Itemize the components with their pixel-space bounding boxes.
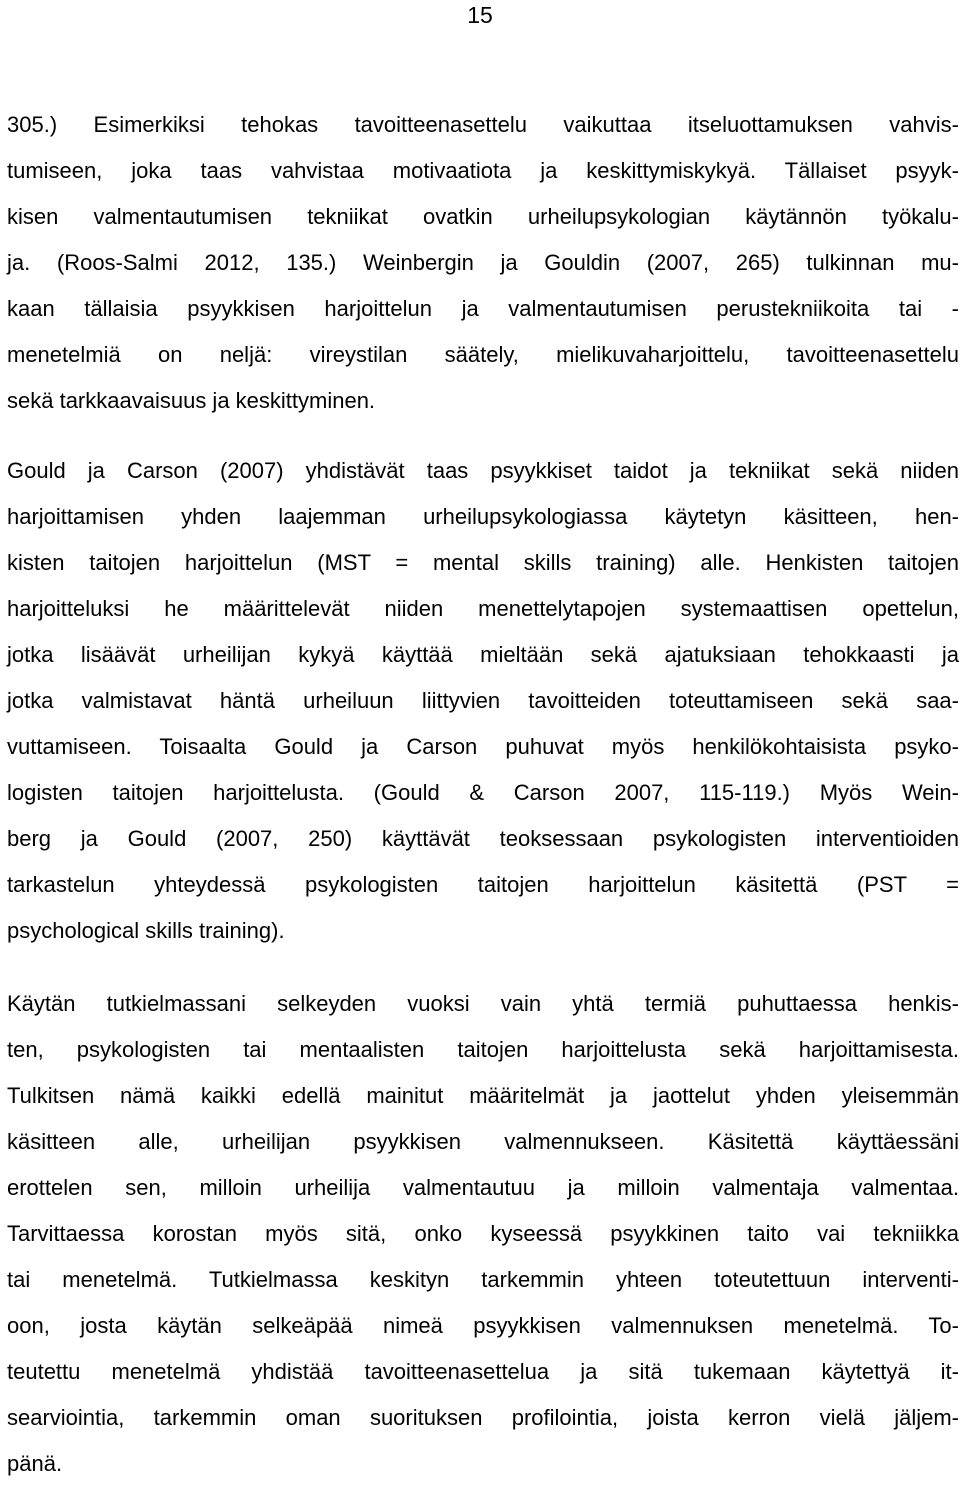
text-line: jotka lisäävät urheilijan kykyä käyttää mieltään sekä ajatuksiaan tehokkaasti ja [7,642,959,667]
text-line: tumiseen, joka taas vahvistaa motivaatiota ja keskittymiskykyä. Tällaiset psyyk- [7,158,959,183]
text-line: käsitteen alle, urheilijan psyykkisen valmennukseen. Käsitettä käyttäessäni [7,1129,959,1154]
text-line: Tarvittaessa korostan myös sitä, onko kyseessä psyykkinen taito vai tekniikka [7,1221,959,1246]
text-line: psychological skills training). [7,918,285,943]
text-line: Käytän tutkielmassani selkeyden vuoksi vain yhtä termiä puhuttaessa henkis- [7,991,959,1016]
text-line: logisten taitojen harjoittelusta. (Gould & Carson 2007, 115-119.) Myös Wein- [7,780,959,805]
text-line: pänä. [7,1451,63,1476]
paragraph-3 [7,981,959,1487]
paragraph-1 [7,102,959,424]
text-line: harjoittamisen yhden laajemman urheilupsykologiassa käytetyn käsitteen, hen- [7,504,959,529]
page-number: 15 [467,2,493,28]
text-line: erottelen sen, milloin urheilija valmentautuu ja milloin valmentaja valmentaa. [7,1175,959,1200]
text-line: oon, josta käytän selkeäpää nimeä psyykkisen valmennuksen menetelmä. To- [7,1313,959,1338]
text-line: menetelmiä on neljä: vireystilan säätely, mielikuvaharjoittelu, tavoitteenasettelu [7,342,959,367]
text-line: Gould ja Carson (2007) yhdistävät taas psyykkiset taidot ja tekniikat sekä niiden [7,458,959,483]
text-line: tai menetelmä. Tutkielmassa keskityn tarkemmin yhteen toteutettuun interventi- [7,1267,959,1292]
text-line: sekä tarkkaavaisuus ja keskittyminen. [7,388,376,413]
text-line: teutettu menetelmä yhdistää tavoitteenasettelua ja sitä tukemaan käytettyä it- [7,1359,959,1384]
text-line: tarkastelun yhteydessä psykologisten taitojen harjoittelun käsitettä (PST = [7,872,959,897]
text-line: kaan tällaisia psyykkisen harjoittelun ja valmentautumisen perustekniikoita tai - [7,296,959,321]
text-line: Tulkitsen nämä kaikki edellä mainitut määritelmät ja jaottelut yhden yleisemmän [7,1083,959,1108]
text-line: vuttamiseen. Toisaalta Gould ja Carson puhuvat myös henkilökohtaisista psyko- [7,734,959,759]
text-line: ja. (Roos-Salmi 2012, 135.) Weinbergin ja Gouldin (2007, 265) tulkinnan mu- [7,250,959,275]
text-line: harjoitteluksi he määrittelevät niiden menettelytapojen systemaattisen opettelun, [7,596,959,621]
text-line: jotka valmistavat häntä urheiluun liittyvien tavoitteiden toteuttamiseen sekä saa- [7,688,959,713]
text-line: searviointia, tarkemmin oman suorituksen profilointia, joista kerron vielä jäljem- [7,1405,959,1430]
text-line: kisen valmentautumisen tekniikat ovatkin urheilupsykologian käytännön työkalu- [7,204,959,229]
text-line: kisten taitojen harjoittelun (MST = mental skills training) alle. Henkisten taitojen [7,550,959,575]
text-line: berg ja Gould (2007, 250) käyttävät teoksessaan psykologisten interventioiden [7,826,959,851]
paragraph-2 [7,448,959,954]
text-line: 305.) Esimerkiksi tehokas tavoitteenasettelu vaikuttaa itseluottamuksen vahvis- [7,112,959,137]
text-line: ten, psykologisten tai mentaalisten taitojen harjoittelusta sekä harjoittamisesta. [7,1037,959,1062]
